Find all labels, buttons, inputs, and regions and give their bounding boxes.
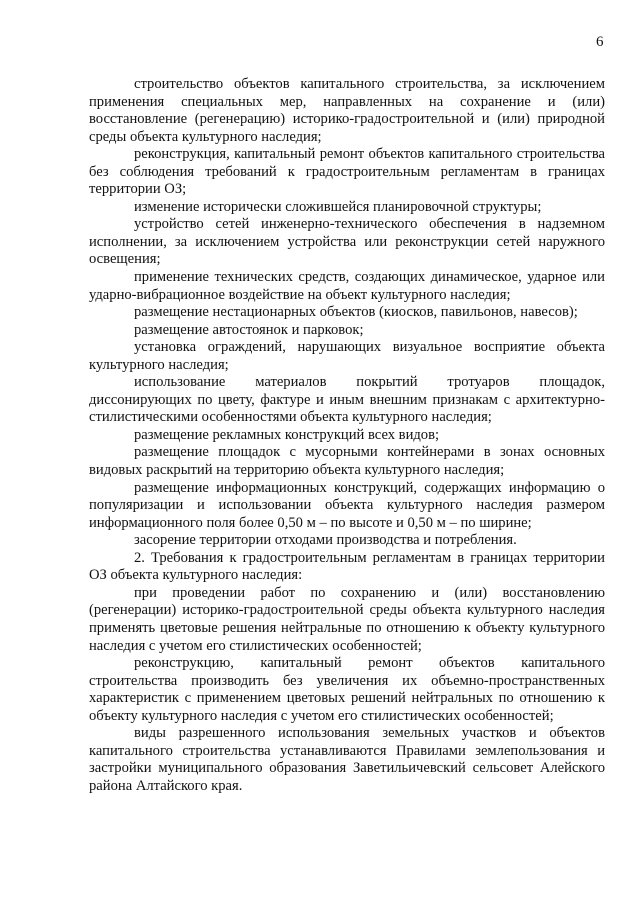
paragraph-7: размещение автостоянок и парковок; xyxy=(134,321,364,338)
paragraph-4: устройство сетей инженерно-технического обеспечения в надземном исполнении, за исключением устройства или реконструкции сетей наружного освещения; xyxy=(89,216,605,268)
paragraph-2: реконструкция, капитальный ремонт объектов капитального строительства без соблюдения требований к градостроительным регламентам в границах территории ОЗ; xyxy=(89,146,605,198)
paragraph-5: применение технических средств, создающих динамическое, ударное или ударно-вибрационное воздействие на объект культурного наследия; xyxy=(89,269,605,303)
paragraph-1: строительство объектов капитального строительства, за исключением применения специальных мер, направленных на сохранение и (или) восстановление (регенерацию) историко-градостроительной и (или) природной среды объекта культурного наследия; xyxy=(89,76,605,145)
paragraph-6: размещение нестационарных объектов (киосков, павильонов, навесов); xyxy=(134,304,578,321)
paragraph-9: использование материалов покрытий тротуаров площадок, диссонирующих по цвету, фактуре и иным внешним признакам с архитектурно-стилистическими особенностями объекта культурного наследия; xyxy=(89,374,605,426)
paragraph-15: при проведении работ по сохранению и (или) восстановлению (регенерации) историко-градостроительной среды объекта культурного наследия применять цветовые решения нейтральные по отношению к объекту культурного наследия с учетом его стилистических особенностей; xyxy=(89,584,605,654)
page-number: 6 xyxy=(596,34,604,50)
paragraph-16: реконструкцию, капитальный ремонт объектов капитального строительства производить без увеличения их объемно-пространственных характеристик с применением цветовых решений нейтральных по отношению к объекту культурного наследия с учетом его стилистических особенностей; xyxy=(89,655,605,724)
document-body xyxy=(89,76,605,795)
paragraph-13: засорение территории отходами производства и потребления. xyxy=(134,532,517,549)
paragraph-12: размещение информационных конструкций, содержащих информацию о популяризации и использовании объекта культурного наследия размером информационного поля более 0,50 м – по высоте и 0,50 м – по ширине; xyxy=(89,479,605,531)
paragraph-8: установка ограждений, нарушающих визуальное восприятие объекта культурного наследия; xyxy=(89,339,605,373)
paragraph-14: 2. Требования к градостроительным регламентам в границах территории ОЗ объекта культурного наследия: xyxy=(89,549,605,584)
paragraph-10: размещение рекламных конструкций всех видов; xyxy=(134,426,440,443)
paragraph-3: изменение исторически сложившейся планировочной структуры; xyxy=(134,198,542,215)
paragraph-11: размещение площадок с мусорными контейнерами в зонах основных видовых раскрытий на территорию объекта культурного наследия; xyxy=(89,444,605,479)
paragraph-17: виды разрешенного использования земельных участков и объектов капитального строительства устанавливаются Правилами землепользования и застройки муниципального образования Заветильичевский сельсовет Алейского района Алтайского края. xyxy=(89,725,605,794)
